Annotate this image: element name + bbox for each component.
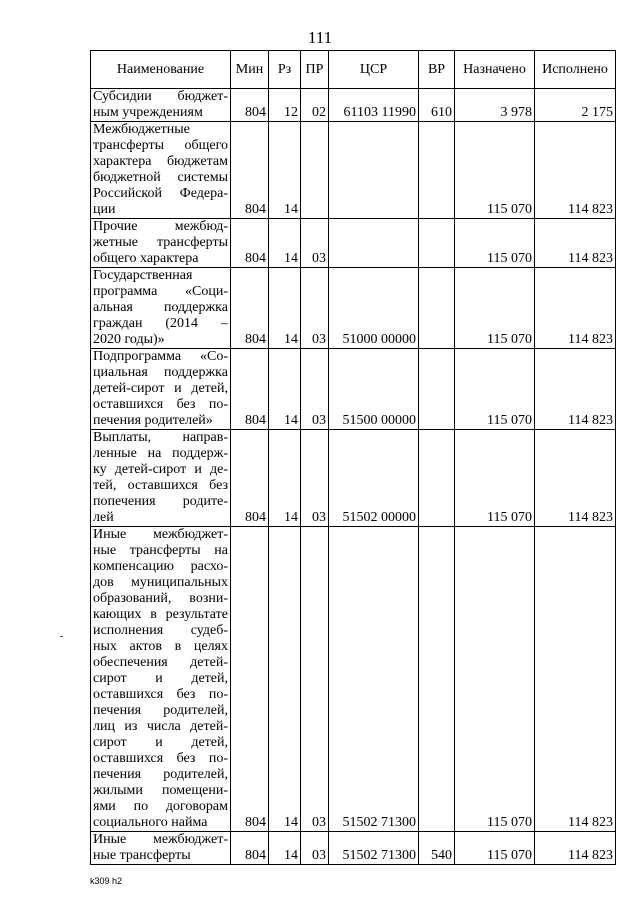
column-header: ЦСР [329,51,419,89]
table-row [91,219,616,268]
executed-cell: 114 823 [535,268,616,349]
row-name-line: альная поддержка [93,300,228,315]
assigned-cell: 115 070 [455,122,535,219]
row-name-line: программа «Соци- [93,284,228,299]
vr-cell: 610 [419,89,455,122]
min-cell: 804 [231,832,269,865]
row-name-line: лей [93,510,114,525]
row-name-line: детей-сирот и детей, [93,381,228,396]
vr-cell: 540 [419,832,455,865]
assigned-cell: 115 070 [455,349,535,430]
min-cell: 804 [231,89,269,122]
budget-table [90,50,616,865]
row-name-line: общего характера [93,251,199,266]
row-name-line: тей, оставшихся без [93,478,228,493]
executed-cell: 114 823 [535,527,616,832]
assigned-cell: 115 070 [455,832,535,865]
row-name-cell [91,89,231,122]
row-name-line: Субсидии бюджет- [93,89,228,104]
table-row [91,89,616,122]
row-name-line: ции [93,202,116,217]
row-name-line: Межбюджетные [93,122,190,137]
row-name-line: печения родителей, [93,703,228,718]
row-name-line: трансферты общего [93,138,228,153]
row-name-cell [91,430,231,527]
csr-cell: 61103 11990 [329,89,419,122]
executed-cell: 2 175 [535,89,616,122]
row-name-cell [91,527,231,832]
csr-cell: 51502 71300 [329,832,419,865]
rz-cell: 14 [269,349,301,430]
pr-cell: 03 [301,268,329,349]
scan-mark [60,636,63,637]
row-name-cell [91,349,231,430]
row-name-cell [91,268,231,349]
vr-cell [419,268,455,349]
row-name-line: ных актов в целях [93,639,228,654]
row-name-line: ями по договорам [93,799,228,814]
executed-cell: 114 823 [535,219,616,268]
assigned-cell: 115 070 [455,219,535,268]
rz-cell: 12 [269,89,301,122]
rz-cell: 14 [269,832,301,865]
assigned-cell: 115 070 [455,268,535,349]
row-name-line: ные трансферты [93,848,191,863]
pr-cell: 03 [301,219,329,268]
row-name-line: граждан (2014 – [93,316,228,331]
vr-cell [419,219,455,268]
rz-cell: 14 [269,430,301,527]
pr-cell: 02 [301,89,329,122]
row-name-cell [91,122,231,219]
row-name-line: лиц из числа детей- [93,719,228,734]
footer-code: k309 h2 [90,876,123,886]
executed-cell: 114 823 [535,122,616,219]
column-header: Рз [269,51,301,89]
assigned-cell: 115 070 [455,430,535,527]
column-header: Наименование [91,51,231,89]
assigned-cell: 115 070 [455,527,535,832]
vr-cell [419,527,455,832]
pr-cell: 03 [301,527,329,832]
column-header: Мин [231,51,269,89]
rz-cell: 14 [269,268,301,349]
min-cell: 804 [231,527,269,832]
row-name-line: Государственная [93,268,193,283]
table-row [91,832,616,865]
rz-cell: 14 [269,527,301,832]
column-header: ВР [419,51,455,89]
column-header: Исполнено [535,51,616,89]
row-name-line: жилыми помещени- [93,783,228,798]
page-number: 111 [307,28,333,47]
row-name-line: оставшихся без по- [93,751,228,766]
csr-cell: 51502 00000 [329,430,419,527]
pr-cell: 03 [301,430,329,527]
csr-cell [329,122,419,219]
pr-cell [301,122,329,219]
csr-cell: 51500 00000 [329,349,419,430]
row-name-line: кающих в результате [93,607,228,622]
row-name-line: характера бюджетам [93,154,228,169]
assigned-cell: 3 978 [455,89,535,122]
row-name-line: Выплаты, направ- [93,430,228,445]
table-row [91,430,616,527]
row-name-line: Российской Федера- [93,186,228,201]
table-header-row [91,51,616,89]
row-name-line: ным учреждениям [93,105,203,120]
row-name-line: Прочие межбюд- [93,219,228,234]
row-name-line: попечения родите- [93,494,228,509]
min-cell: 804 [231,122,269,219]
row-name-line: ку детей-сирот и де- [93,462,228,477]
rz-cell: 14 [269,122,301,219]
csr-cell: 51000 00000 [329,268,419,349]
min-cell: 804 [231,268,269,349]
vr-cell [419,430,455,527]
table-body [91,89,616,865]
csr-cell [329,219,419,268]
row-name-line: сирот и детей, [93,671,228,686]
csr-cell: 51502 71300 [329,527,419,832]
column-header: ПР [301,51,329,89]
row-name-line: Подпрограмма «Со- [93,349,228,364]
column-header: Назначено [455,51,535,89]
row-name-line: компенсацию расхо- [93,559,228,574]
row-name-line: печения родителей» [93,413,213,428]
row-name-line: дов муниципальных [93,575,228,590]
pr-cell: 03 [301,349,329,430]
row-name-line: ленные на поддерж- [93,446,228,461]
vr-cell [419,349,455,430]
row-name-line: бюджетной системы [93,170,228,185]
row-name-line: Иные межбюджет- [93,527,228,542]
row-name-line: 2020 годы)» [93,332,165,347]
row-name-cell [91,219,231,268]
pr-cell: 03 [301,832,329,865]
row-name-line: исполнения судеб- [93,623,228,638]
row-name-line: оставшихся без по- [93,687,228,702]
row-name-line: оставшихся без по- [93,397,228,412]
row-name-line: циальная поддержка [93,365,228,380]
row-name-line: печения родителей, [93,767,228,782]
executed-cell: 114 823 [535,430,616,527]
executed-cell: 114 823 [535,349,616,430]
executed-cell: 114 823 [535,832,616,865]
table-row [91,268,616,349]
min-cell: 804 [231,349,269,430]
min-cell: 804 [231,430,269,527]
table-row [91,349,616,430]
row-name-line: обеспечения детей- [93,655,228,670]
vr-cell [419,122,455,219]
row-name-line: ные трансферты на [93,543,228,558]
rz-cell: 14 [269,219,301,268]
min-cell: 804 [231,219,269,268]
row-name-line: сирот и детей, [93,735,228,750]
table-row [91,122,616,219]
row-name-line: образований, возни- [93,591,228,606]
row-name-line: жетные трансферты [93,235,228,250]
row-name-cell [91,832,231,865]
table-row [91,527,616,832]
row-name-line: Иные межбюджет- [93,832,228,847]
row-name-line: социального найма [93,815,208,830]
